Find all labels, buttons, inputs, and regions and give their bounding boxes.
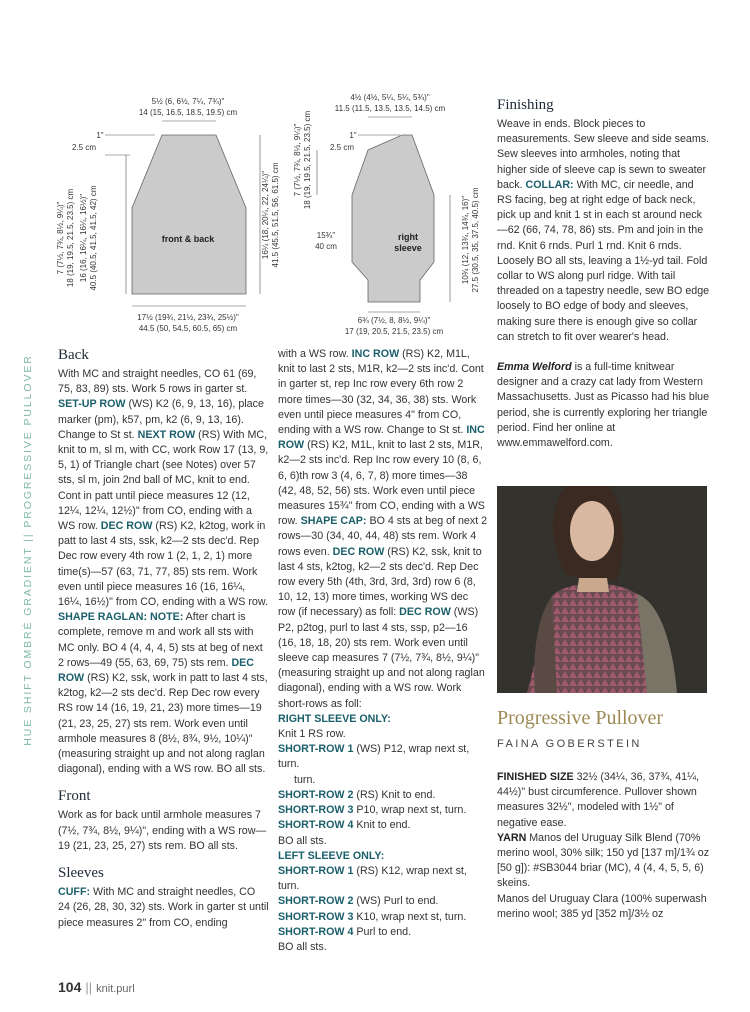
c2-inc-label: INC ROW: [351, 348, 400, 360]
designer-bio: [497, 360, 711, 451]
column-2: [278, 347, 488, 955]
fb-neck-depth: 1": [96, 131, 104, 140]
sleeves-instructions: [58, 885, 270, 931]
back-dec2-text: (RS) K2, ssk, work in patt to last 4 sts, k2tog, k2—2 sts dec'd. Rep Dec row every RS row 14 (16, 19, 21, 23) more times—19 (21, 23, 25, 27) sts rem. Work even until armhole measures 8 (8½, 8¾, 9½, 10¼)" (measuring straight up and not along raglan diagonal), ending with a WS row. BO all sts.: [58, 672, 268, 776]
fb-bottom-width: 17½ (19¾, 21½, 23¾, 25½)": [137, 313, 239, 322]
sl-upper-arm: 15¾": [316, 231, 336, 240]
sl-top-width: 4½ (4½, 5¼, 5¼, 5¾)": [350, 93, 430, 102]
fb-armhole-cm: 18 (19, 19.5, 21.5, 23.5) cm: [66, 188, 75, 288]
sleeve-schematic-svg: [290, 90, 490, 340]
left-sr4: SHORT-ROW 4 Purl to end.: [278, 925, 412, 938]
fb-top-width: 5½ (6, 6½, 7¼, 7¾)": [151, 97, 225, 106]
back-instructions: [58, 367, 270, 777]
c2-cap-label: SHAPE CAP:: [300, 515, 367, 528]
front-instructions: Work as for back until armhole measures 7 (7½, 7¾, 8½, 9¼)", ending with a WS row—19 (21, 23, 25, 27) sts rem. BO all sts.: [58, 809, 267, 852]
sleeves-heading: Sleeves: [58, 865, 104, 882]
right-sr4: SHORT-ROW 4 Knit to end.: [278, 819, 411, 832]
fb-body-length-cm: 40.5 (40.5, 41.5, 41.5, 42) cm: [89, 185, 98, 291]
c2-t3: (RS) K2, M1L, knit to last 2 sts, M1R, k2—2 sts inc'd. Rep Inc row every 10 (8, 6, 6, 6)th row 3 (4, 6, 7, 8) more times—38 (42, 48, 52, 56) sts. Work even until piece measures 15¾" from CO, ending with a WS row.: [278, 439, 485, 528]
pattern-title: Progressive Pullover: [497, 707, 664, 729]
finished-size: FINISHED SIZE 32½ (34¼, 36, 37¾, 41¼, 44½)" bust circumference. Pullover shown measures 32½", modeled with 1½" of negative ease.: [497, 771, 699, 829]
fb-armhole: 7 (7½, 7¾, 8½, 9¼)": [56, 201, 65, 275]
column-1: [58, 346, 270, 931]
left-sr1: SHORT-ROW 1 (RS) K12, wrap next st, turn.: [278, 864, 467, 893]
back-dec2-label: DEC ROW: [58, 656, 255, 685]
sl-length: 10¾ (12, 13¾, 14¾, 16)": [461, 195, 470, 285]
right-bo: BO all sts.: [278, 834, 327, 847]
collar-label: COLLAR:: [525, 178, 574, 191]
fb-total-length-cm: 41.5 (45.5, 51.5, 56, 61.5) cm: [271, 162, 280, 268]
right-sr2: SHORT-ROW 2 (RS) Knit to end.: [278, 788, 436, 801]
front-heading: Front: [58, 788, 91, 805]
sleeves-cuff-label: CUFF:: [58, 886, 91, 899]
side-running-title-text: HUE SHIFT OMBRÉ GRADIENT || PROGRESSIVE PULLOVER: [22, 354, 34, 746]
sl-label-2: sleeve: [394, 243, 422, 253]
fb-bottom-width-cm: 44.5 (50, 54.5, 60.5, 65) cm: [138, 324, 238, 333]
left-sr2: SHORT-ROW 2 (WS) Purl to end.: [278, 895, 439, 908]
sl-label-1: right: [398, 232, 418, 242]
bio-text: is a full-time knitwear designer and a crazy cat lady from Western Massachusetts. Just as Picasso had his blue period, she is currently exploring her triangle period. Find her online at www.emmawelford.com.: [497, 361, 710, 450]
right-sr3: SHORT-ROW 3 P10, wrap next st, turn.: [278, 804, 467, 817]
fb-label: front & back: [161, 234, 215, 244]
fb-body-shape: [132, 135, 246, 294]
c2-t1: with a WS row.: [278, 348, 352, 360]
right-sleeve-knit: Knit 1 RS row.: [278, 728, 346, 741]
side-running-title: [22, 310, 40, 790]
sl-top-width-cm: 11.5 (11.5, 13.5, 13.5, 14.5) cm: [334, 104, 446, 113]
front-back-schematic-svg: [50, 90, 290, 340]
back-heading: Back: [58, 347, 89, 363]
c2-t2: (RS) K2, M1L, knit to last 2 sts, M1R, k2—2 sts inc'd. Cont in garter st, rep Inc row every 6th row 2 more times—30 (32, 34, 36, 38) sts. Work even until piece measures 4" from CO, ending with a WS row. Change to St st.: [278, 348, 484, 437]
sl-cuff-width-cm: 17 (19, 20.5, 21.5, 23.5) cm: [344, 327, 444, 336]
left-bo: BO all sts.: [278, 940, 327, 953]
sweater-photo-svg: [497, 486, 707, 693]
bio-name: Emma Welford: [497, 361, 572, 374]
sleeve-continued: [278, 347, 488, 712]
sl-cap-offset-cm: 2.5 cm: [329, 143, 355, 152]
fb-body-length: 16 (16, 16¼, 16¼, 16½)": [79, 193, 88, 283]
fb-top-width-cm: 14 (15, 16.5, 18.5, 19.5) cm: [138, 108, 238, 117]
back-next-label: NEXT ROW: [137, 428, 196, 441]
sl-cap-height: 7 (7½, 7¾, 8½, 9¼)": [293, 123, 302, 197]
fb-total-length: 16¼ (18, 20¼, 22, 24¼)": [261, 170, 270, 260]
sl-upper-arm-cm: 40 cm: [315, 242, 337, 251]
back-setup-label: SET-UP ROW: [58, 398, 126, 411]
back-dec-label: DEC ROW: [100, 520, 153, 533]
c2-t5: (RS) K2, ssk, knit to last 4 sts, k2tog, k2—2 sts dec'd. Rep Dec row every 5th (4th, 3rd, 3rd, 3rd) row 6 (8, 10, 12, 13) more times, working WS dec row (if necessary) as foll:: [278, 545, 482, 619]
right-sr1-turn: turn.: [294, 773, 316, 786]
back-raglan-label: SHAPE RAGLAN: NOTE:: [58, 611, 184, 624]
sl-cap-offset: 1": [349, 131, 357, 140]
sl-body-shape: [352, 135, 434, 302]
column-3: [497, 96, 711, 451]
back-next-text: (RS) With MC, knit to m, sl m, with CC, work Row 17 (13, 9, 5, 1) of Triangle chart (see Notes) over 57 sts, sl m, join 2nd ball of MC, knit to end. Cont in patt until piece measures 12 (12, 12¼, 12¼, 12½)" from CO, ending with a WS row.: [58, 428, 269, 533]
fb-neck-depth-cm: 2.5 cm: [71, 143, 97, 152]
left-sleeve-label: LEFT SLEEVE ONLY:: [278, 849, 385, 862]
back-p1: With MC and straight needles, CO 61 (69, 75, 83, 89) sts. Work 5 rows in garter st.: [58, 368, 257, 396]
pattern-specs: [497, 770, 711, 922]
back-setup-text: (WS) K2 (6, 9, 13, 16), place marker (pm), k57, pm, k2 (6, 9, 13, 16). Change to St st.: [58, 398, 264, 441]
right-sleeve-label: RIGHT SLEEVE ONLY:: [278, 712, 391, 725]
c2-dec-ws-label: DEC ROW: [399, 606, 451, 619]
c2-t6: (WS) P2, p2tog, purl to last 4 sts, ssp, p2—16 (16, 18, 18, 20) sts rem. Work even until sleeve cap measures 7 (7½, 7¾, 8½, 9¼)" (measuring straight up and not along raglan diagonal), ending with a WS row. Work short-rows as foll:: [278, 606, 485, 710]
sleeve-schematic: [290, 90, 490, 340]
left-sr3: SHORT-ROW 3 K10, wrap next st, turn.: [278, 910, 467, 923]
page-number: 104: [58, 979, 82, 995]
yarn-2: Manos del Uruguay Clara (100% superwash merino wool; 385 yd [352 m]/3½ oz: [497, 892, 707, 920]
sl-cuff-width: 6¾ (7½, 8, 8½, 9¼)": [357, 316, 431, 325]
finishing-heading: Finishing: [497, 97, 554, 113]
sleeves-cuff-text: With MC and straight needles, CO 24 (26, 28, 30, 32) sts. Work in garter st until piece measures 2" from CO, ending: [58, 886, 269, 929]
footer-separator: ||: [85, 980, 93, 995]
front-back-schematic: [50, 90, 290, 340]
c2-dec-label: DEC ROW: [332, 545, 385, 558]
page-footer: [58, 979, 135, 995]
magazine-name: knit.purl: [96, 983, 135, 995]
finishing-instructions: Weave in ends. Block pieces to measurements. Sew sleeve and side seams. Sew sleeves into armholes, noting that higher side of sleeve cap is sewn to sweater back. COLLAR: With MC, cir needle, and RS facing, beg at right edge of back neck, pick up and knit 1 st in each st around neck—62 (66, 74, 78, 86) sts. Pm and join in the rnd. Knit 6 rnds. Purl 1 rnd. Knit 6 rnds. Loosely BO all sts, leaving a 1½-yd tail. Fold collar to WS along purl ridge. With tail threaded on a tapestry needle, sew BO edge loosely to BO edge of body and sleeves, making sure there is enough give so collar can stretch to fit over wearer's head.: [497, 118, 710, 343]
pattern-designer: FAINA GOBERSTEIN: [497, 738, 642, 750]
right-sr1: SHORT-ROW 1 (WS) P12, wrap next st, turn.: [278, 743, 470, 771]
sweater-photo: [497, 486, 707, 693]
c2-t4: BO 4 sts at beg of next 2 rows—30 (34, 40, 44, 48) sts rem. Work 4 rows even.: [278, 515, 488, 558]
yarn: YARN Manos del Uruguay Silk Blend (70% merino wool, 30% silk; 150 yd [137 m]/1¾ oz [50 g]): #SB3044 briar (MC), 4 (4, 4, 5, 5, 6) skeins.: [497, 831, 710, 890]
back-raglan-text: After chart is complete, remove m and work all sts with MC only. BO 4 (4, 4, 4, 5) sts at beg of next 2 rows—49 (55, 63, 69, 75) sts rem.: [58, 611, 263, 669]
back-dec-text: (RS) K2, k2tog, work in patt to last 4 sts, ssk, k2—2 sts dec'd. Rep Dec row every 4th row 1 (2, 1, 2, 1) more time(s)—57 (63, 71, 77, 85) sts rem. Work even until piece measures 16 (16, 16¼, 16¼, 16½)" from CO, ending with a WS row.: [58, 520, 268, 609]
sl-length-cm: 27.5 (30.5, 35, 37.5, 40.5) cm: [471, 187, 480, 293]
c2-inc2-label: INC ROW: [278, 424, 485, 452]
sl-cap-height-cm: 18 (19, 19.5, 21.5, 23.5) cm: [303, 110, 312, 210]
